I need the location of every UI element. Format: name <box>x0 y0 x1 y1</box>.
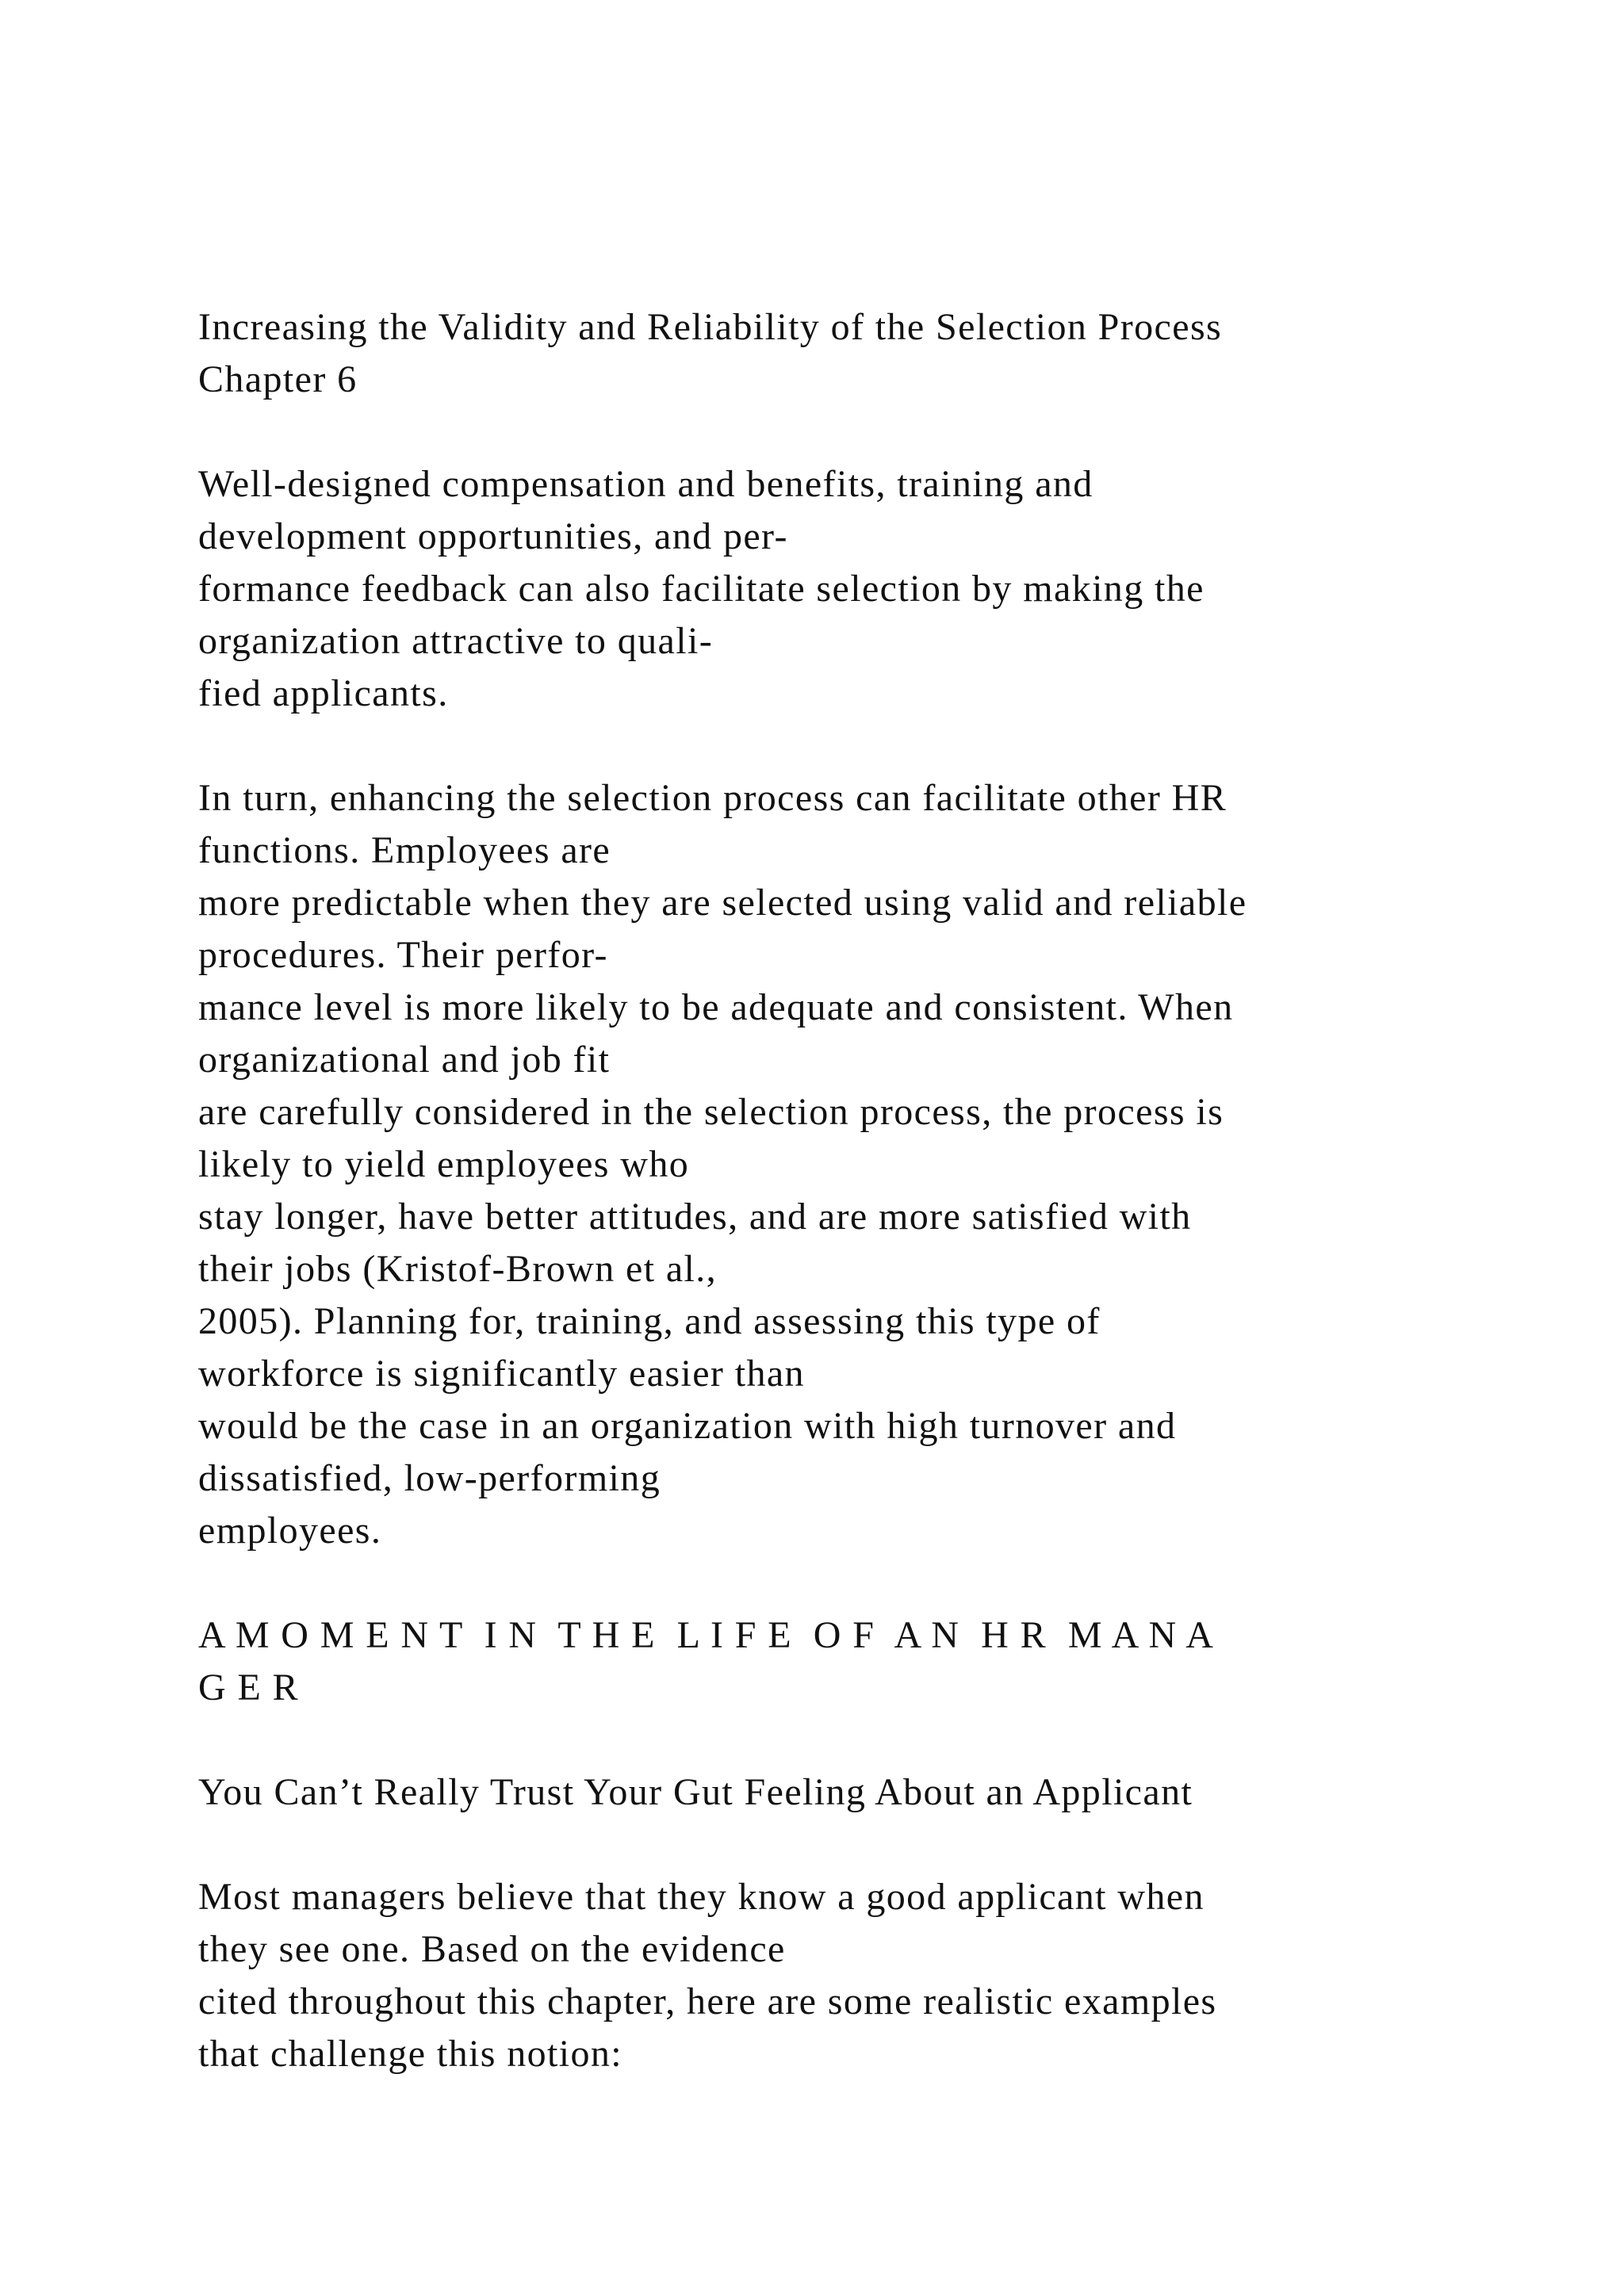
paragraph-line: procedures. Their perfor- <box>198 934 608 976</box>
paragraph-line: they see one. Based on the evidence <box>198 1928 786 1970</box>
paragraph-line: are carefully considered in the selection process, the process is <box>198 1091 1224 1133</box>
paragraph-line: organizational and job fit <box>198 1039 611 1081</box>
paragraph-line: 2005). Planning for, training, and assessing this type of <box>198 1300 1101 1342</box>
paragraph-line: that challenge this notion: <box>198 2033 623 2075</box>
spacer <box>198 1714 1610 1766</box>
paragraph-line: organization attractive to quali- <box>198 620 714 662</box>
paragraph-line: mance level is more likely to be adequate and consistent. When <box>198 986 1234 1028</box>
chapter-header <box>198 301 1610 406</box>
spacer <box>198 406 1610 458</box>
document-body <box>198 301 1610 2080</box>
spacer <box>198 1557 1610 1609</box>
paragraph-line: would be the case in an organization with high turnover and <box>198 1405 1177 1447</box>
paragraph-line: In turn, enhancing the selection process can facilitate other HR <box>198 777 1228 819</box>
paragraph-line: likely to yield employees who <box>198 1143 690 1185</box>
feature-heading <box>198 1609 1610 1714</box>
paragraph-line: dissatisfied, low-performing <box>198 1457 661 1499</box>
spacer <box>198 1819 1610 1871</box>
paragraph-line: workforce is significantly easier than <box>198 1353 805 1395</box>
paragraph-line: more predictable when they are selected using valid and reliable <box>198 882 1247 924</box>
paragraph-line: functions. Employees are <box>198 829 611 871</box>
paragraph-3 <box>198 1871 1610 2080</box>
paragraph-line: Most managers believe that they know a good applicant when <box>198 1876 1205 1918</box>
paragraph-line: employees. <box>198 1510 382 1552</box>
feature-heading-line: A M O M E N T I N T H E L I F E O F A N H R M A N A <box>198 1614 1215 1656</box>
paragraph-2 <box>198 772 1610 1557</box>
header-title-line: Increasing the Validity and Reliability of the Selection Process <box>198 306 1223 348</box>
paragraph-line: Well-designed compensation and benefits, training and <box>198 463 1094 505</box>
feature-subheading: You Can’t Really Trust Your Gut Feeling About an Applicant <box>198 1771 1193 1813</box>
paragraph-line: fied applicants. <box>198 672 449 714</box>
spacer <box>198 720 1610 772</box>
paragraph-line: cited throughout this chapter, here are some realistic examples <box>198 1980 1217 2022</box>
paragraph-line: development opportunities, and per- <box>198 515 788 557</box>
paragraph-line: formance feedback can also facilitate selection by making the <box>198 568 1205 610</box>
paragraph-line: their jobs (Kristof-Brown et al., <box>198 1248 718 1290</box>
paragraph-line: stay longer, have better attitudes, and are more satisfied with <box>198 1196 1192 1238</box>
header-chapter-line: Chapter 6 <box>198 358 358 400</box>
feature-heading-line: G E R <box>198 1667 299 1709</box>
paragraph-1 <box>198 458 1610 720</box>
